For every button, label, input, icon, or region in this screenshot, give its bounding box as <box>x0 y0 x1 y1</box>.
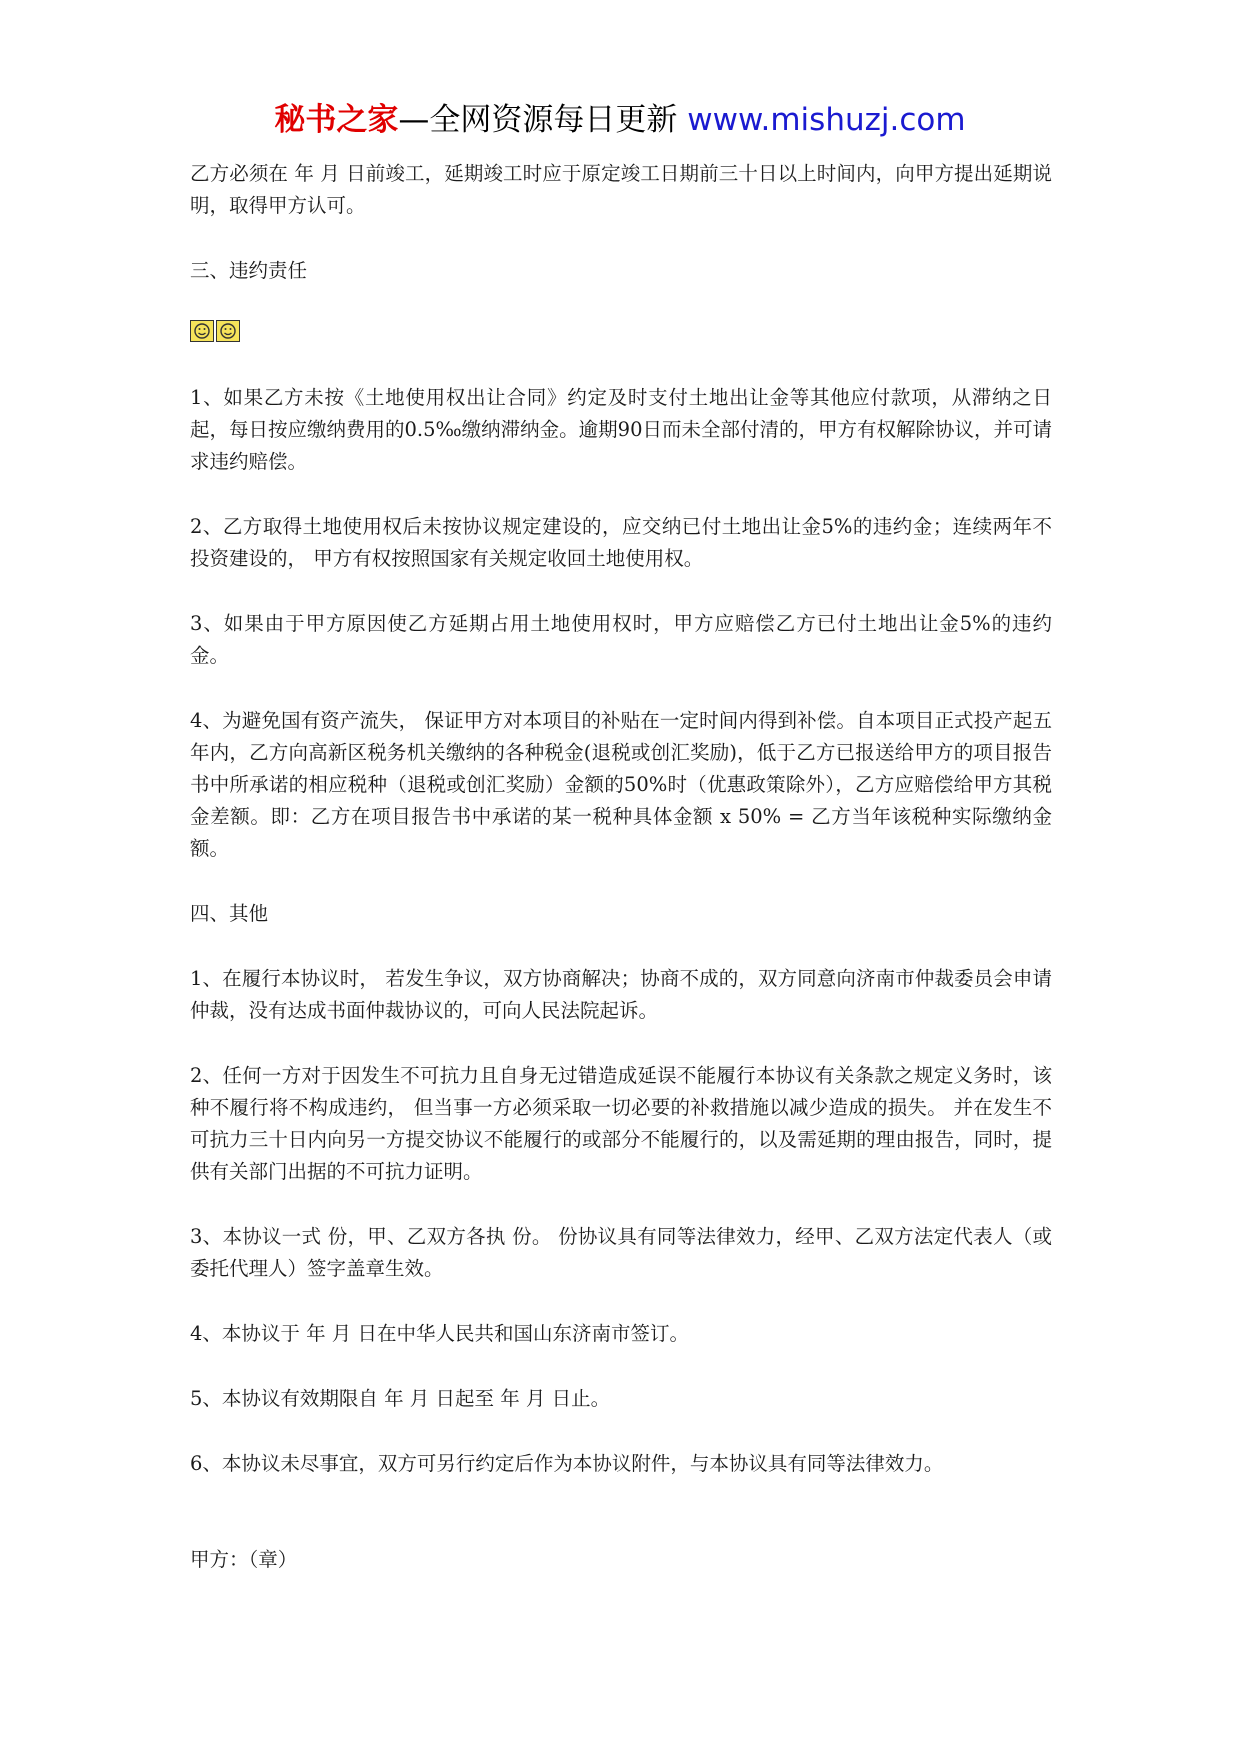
clause-breach-4: 4、为避免国有资产流失， 保证甲方对本项目的补贴在一定时间内得到补偿。自本项目正式投产起五年内，乙方向高新区税务机关缴纳的各种税金(退税或创汇奖励)，低于乙方已报送给甲方的项目报告书中所承诺的相应税种（退税或创汇奖励）金额的50%时（优惠政策除外），乙方应赔偿给甲方其税金差额。即：乙方在项目报告书中承诺的某一税种具体金额 x 50% = 乙方当年该税种实际缴纳金额。 <box>190 709 1052 860</box>
clause-other-4: 4、本协议于 年 月 日在中华人民共和国山东济南市签订。 <box>190 1322 690 1345</box>
smiley-icon <box>216 320 240 342</box>
signature-party-a: 甲方：（章） <box>190 1548 298 1571</box>
clause-other-3: 3、本协议一式 份，甲、乙双方各执 份。 份协议具有同等法律效力，经甲、乙双方法定代表人（或委托代理人）签字盖章生效。 <box>190 1225 1052 1280</box>
banner-brand: 秘书之家 <box>274 102 399 138</box>
clause-other-1: 1、在履行本协议时， 若发生争议，双方协商解决；协商不成的，双方同意向济南市仲裁委员会申请仲裁，没有达成书面仲裁协议的，可向人民法院起诉。 <box>190 967 1052 1022</box>
emoticon-row <box>190 320 1052 344</box>
clause-breach-3: 3、如果由于甲方原因使乙方延期占用土地使用权时，甲方应赔偿乙方已付土地出让金5%的违约金。 <box>190 612 1052 667</box>
clause-other-2: 2、任何一方对于因发生不可抗力且自身无过错造成延误不能履行本协议有关条款之规定义务时，该种不履行将不构成违约， 但当事一方必须采取一切必要的补救措施以减少造成的损失。 并在发生不可抗力三十日内向另一方提交协议不能履行的或部分不能履行的，以及需延期的理由报告，同时，提供有关部门出据的不可抗力证明。 <box>190 1064 1052 1183</box>
clause-other-5: 5、本协议有效期限自 年 月 日起至 年 月 日止。 <box>190 1387 611 1410</box>
section-heading-breach: 三、违约责任 <box>190 259 308 282</box>
clause-other-6: 6、本协议未尽事宜，双方可另行约定后作为本协议附件，与本协议具有同等法律效力。 <box>190 1452 944 1475</box>
clause-breach-2: 2、乙方取得土地使用权后未按协议规定建设的，应交纳已付土地出让金5%的违约金；连续两年不投资建设的， 甲方有权按照国家有关规定收回土地使用权。 <box>190 515 1052 570</box>
site-banner <box>0 100 1240 140</box>
banner-url[interactable]: www.mishuzj.com <box>687 102 966 138</box>
section-heading-other: 四、其他 <box>190 902 269 925</box>
document-body <box>190 158 1052 1609</box>
smiley-icon <box>190 320 214 342</box>
paragraph-completion-deadline: 乙方必须在 年 月 日前竣工，延期竣工时应于原定竣工日期前三十日以上时间内，向甲方提出延期说明，取得甲方认可。 <box>190 162 1052 217</box>
clause-breach-1: 1、如果乙方未按《土地使用权出让合同》约定及时支付土地出让金等其他应付款项，从滞纳之日起，每日按应缴纳费用的0.5‰缴纳滞纳金。逾期90日而未全部付清的，甲方有权解除协议，并可请求违约赔偿。 <box>190 386 1052 473</box>
banner-slogan: —全网资源每日更新 <box>398 102 678 138</box>
